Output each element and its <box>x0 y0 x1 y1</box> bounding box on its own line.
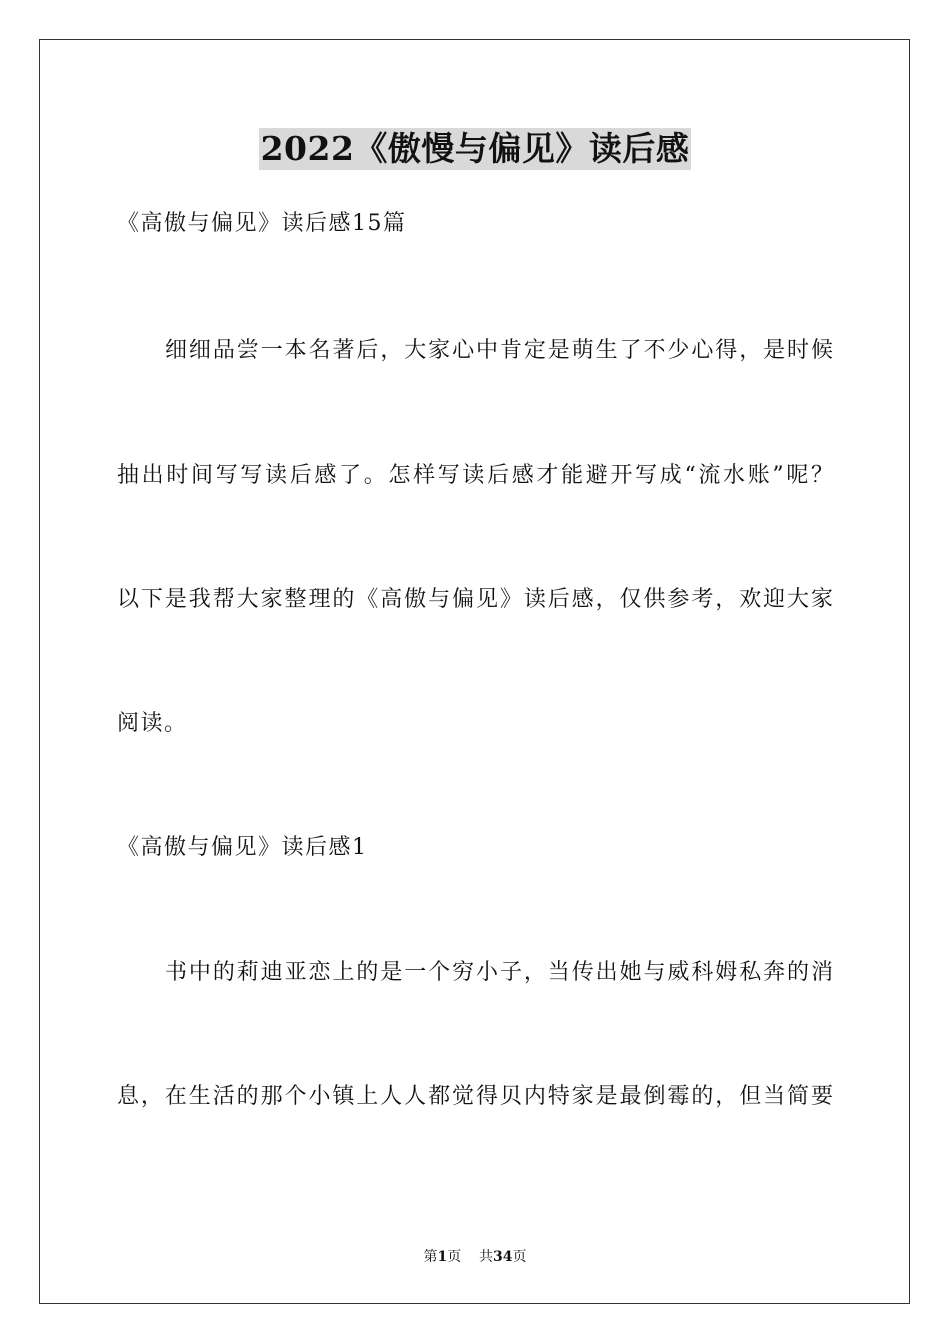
paragraph-line-3: 以下是我帮大家整理的《高傲与偏见》读后感，仅供参考，欢迎大家 <box>117 587 833 612</box>
title-container <box>0 128 950 170</box>
page-footer <box>0 1247 950 1267</box>
paragraph-line-2: 抽出时间写写读后感了。怎样写读后感才能避开写成“流水账”呢？ <box>117 463 833 488</box>
footer-total-prefix: 共 <box>479 1249 494 1265</box>
footer-page-number: 1 <box>437 1249 448 1265</box>
section-line-1: 书中的莉迪亚恋上的是一个穷小子，当传出她与威科姆私奔的消 <box>165 960 833 985</box>
footer-page-suffix: 页 <box>447 1249 462 1265</box>
section-heading: 《高傲与偏见》读后感1 <box>117 835 368 860</box>
paragraph-line-4: 阅读。 <box>117 711 188 736</box>
document-subtitle: 《高傲与偏见》读后感15篇 <box>117 211 407 236</box>
footer-total-suffix: 页 <box>512 1249 527 1265</box>
footer-total-pages: 34 <box>493 1249 513 1265</box>
section-line-2: 息，在生活的那个小镇上人人都觉得贝内特家是最倒霉的，但当简要 <box>117 1084 833 1109</box>
document-title: 2022《傲慢与偏见》读后感 <box>260 129 690 168</box>
footer-page-prefix: 第 <box>423 1249 438 1265</box>
paragraph-line-1: 细细品尝一本名著后，大家心中肯定是萌生了不少心得，是时候 <box>165 338 833 363</box>
